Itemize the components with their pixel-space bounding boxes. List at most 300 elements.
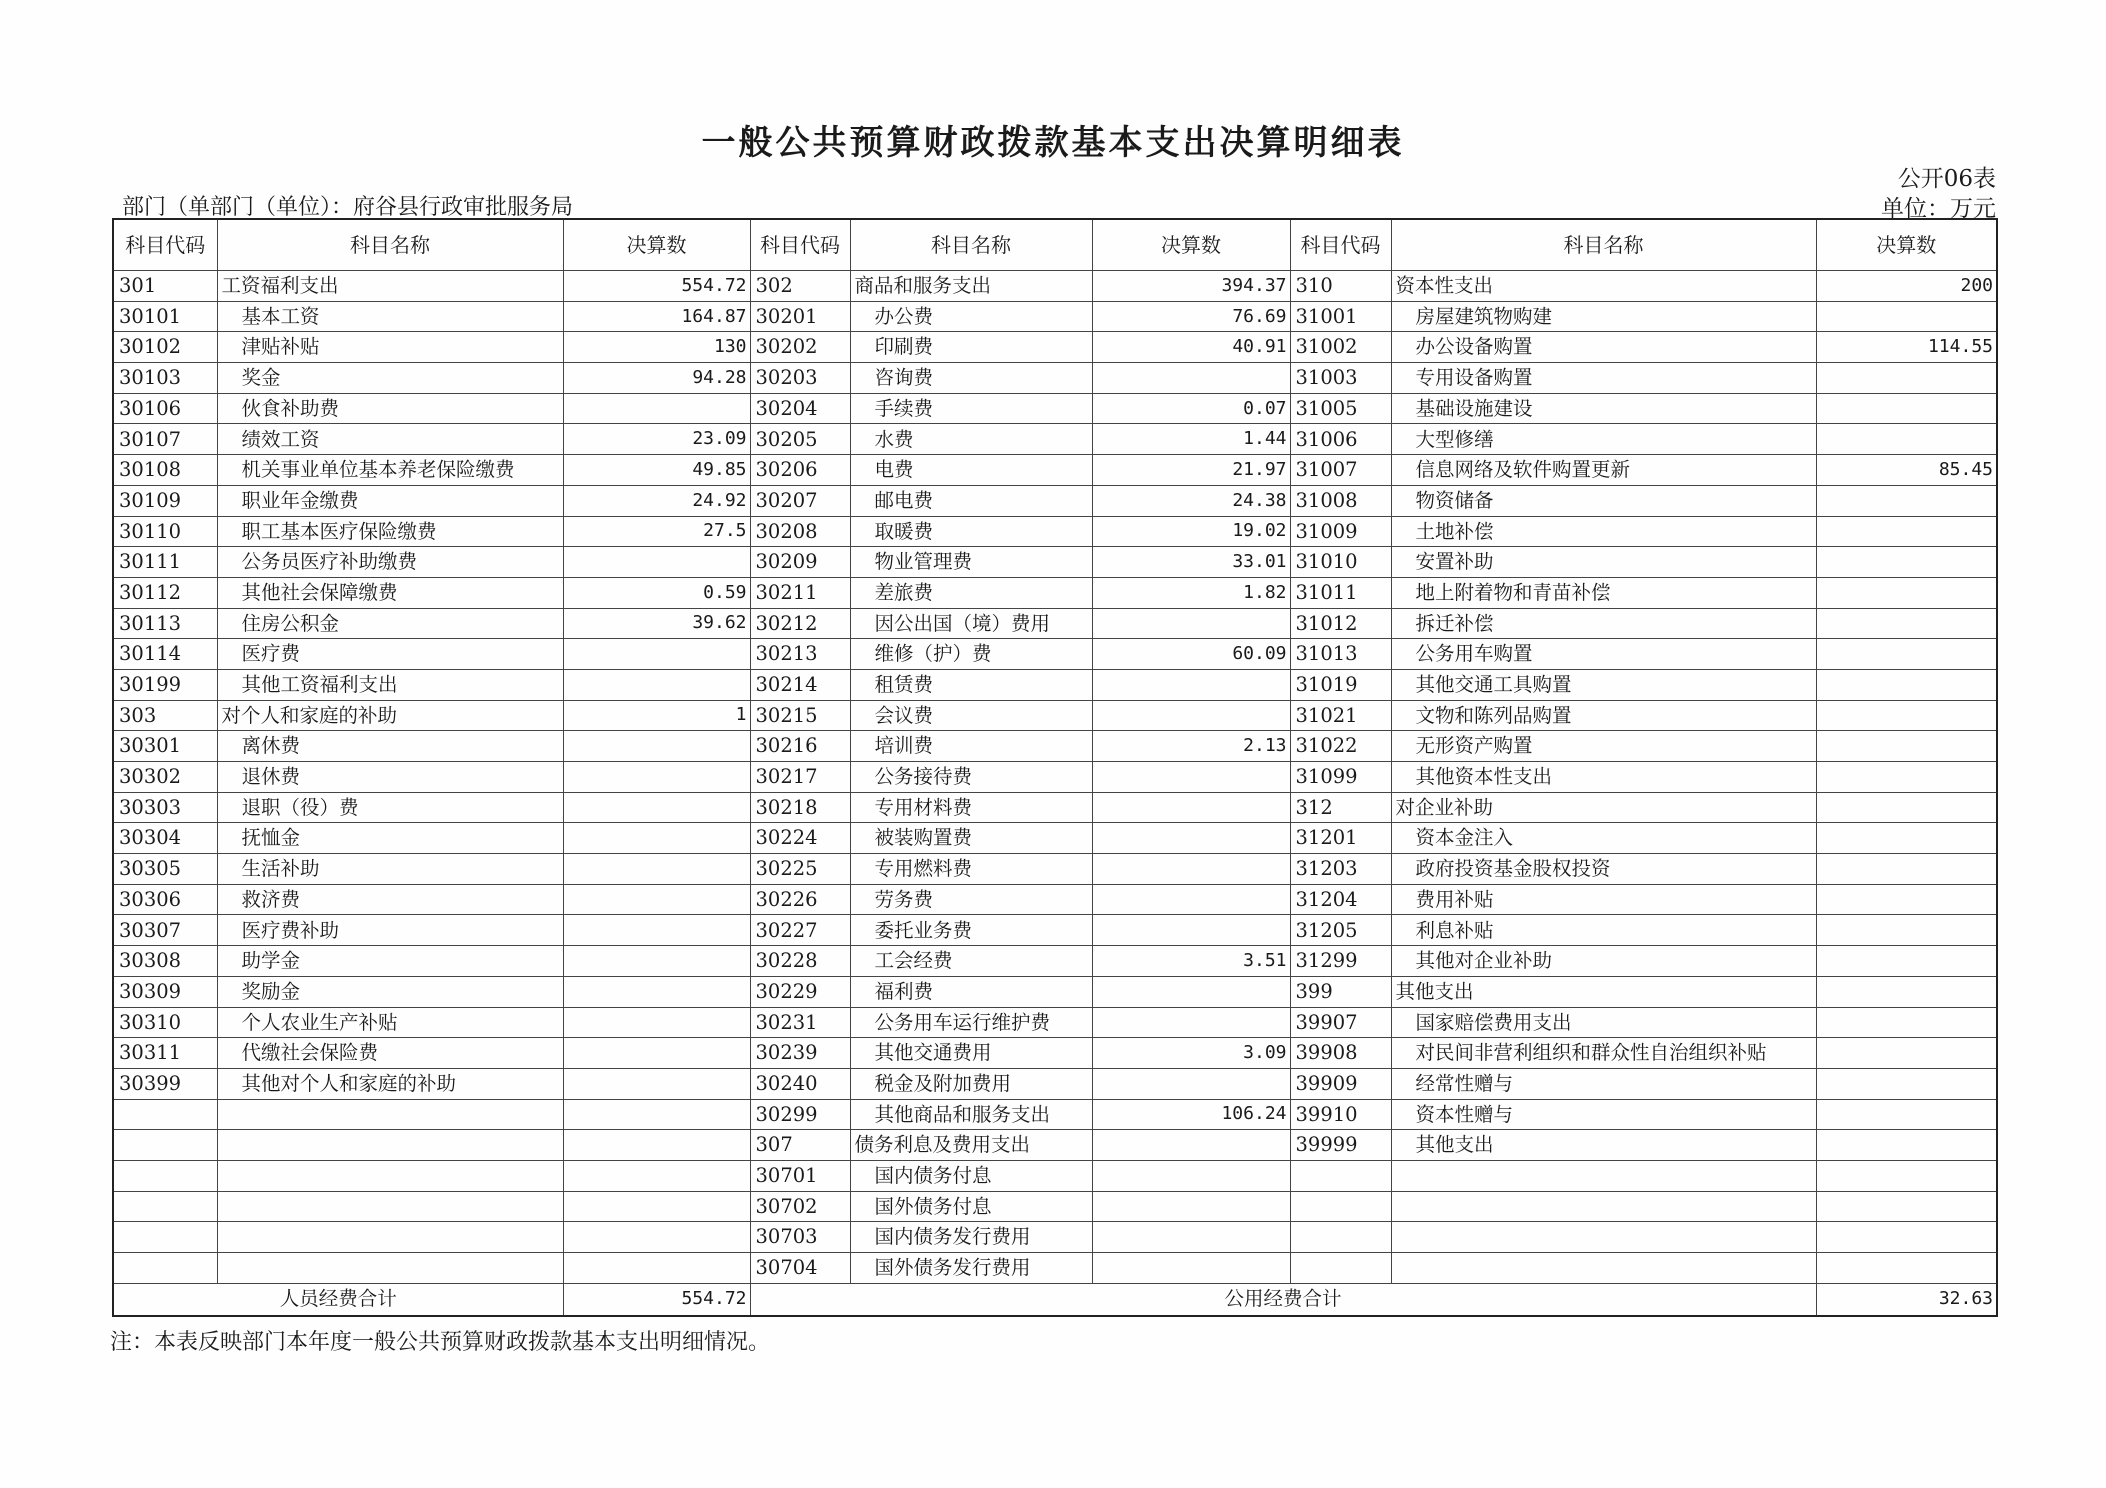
table-row bbox=[113, 731, 1997, 762]
table-row bbox=[113, 1038, 1997, 1069]
amount-cell: 114.55 bbox=[1816, 332, 1997, 363]
subject-name-cell: 专用材料费 bbox=[850, 792, 1092, 823]
table-row bbox=[113, 547, 1997, 578]
subject-name-cell: 维修（护）费 bbox=[850, 639, 1092, 670]
subject-name-cell: 退休费 bbox=[217, 762, 563, 793]
amount-cell: 76.69 bbox=[1092, 301, 1290, 332]
subject-name-cell bbox=[1391, 1160, 1816, 1191]
subject-name-cell: 委托业务费 bbox=[850, 915, 1092, 946]
table-row bbox=[113, 608, 1997, 639]
amount-cell bbox=[563, 884, 750, 915]
subject-code-cell: 30211 bbox=[750, 577, 850, 608]
subject-code-cell: 30228 bbox=[750, 946, 850, 977]
table-row bbox=[113, 485, 1997, 516]
amount-cell bbox=[1816, 1007, 1997, 1038]
amount-cell: 1.44 bbox=[1092, 424, 1290, 455]
subject-name-cell: 物资储备 bbox=[1391, 485, 1816, 516]
subject-name-cell: 代缴社会保险费 bbox=[217, 1038, 563, 1069]
amount-cell: 27.5 bbox=[563, 516, 750, 547]
amount-cell bbox=[1092, 1253, 1290, 1284]
footnote: 注：本表反映部门本年度一般公共预算财政拨款基本支出明细情况。 bbox=[110, 1330, 771, 1355]
subject-code-cell: 39910 bbox=[1290, 1099, 1391, 1130]
subject-code-cell: 30224 bbox=[750, 823, 850, 854]
subject-name-cell: 办公设备购置 bbox=[1391, 332, 1816, 363]
subject-code-cell: 30216 bbox=[750, 731, 850, 762]
subject-code-cell: 30215 bbox=[750, 700, 850, 731]
subject-code-cell: 30114 bbox=[113, 639, 217, 670]
amount-cell bbox=[1816, 884, 1997, 915]
amount-cell: 24.92 bbox=[563, 485, 750, 516]
subject-code-cell: 31204 bbox=[1290, 884, 1391, 915]
subject-code-cell: 302 bbox=[750, 271, 850, 302]
column-header: 科目代码 bbox=[750, 219, 850, 271]
amount-cell bbox=[563, 1130, 750, 1161]
amount-cell bbox=[1092, 1160, 1290, 1191]
amount-cell bbox=[563, 731, 750, 762]
subject-name-cell: 国内债务发行费用 bbox=[850, 1222, 1092, 1253]
subject-name-cell: 培训费 bbox=[850, 731, 1092, 762]
subject-name-cell: 离休费 bbox=[217, 731, 563, 762]
subject-name-cell: 伙食补助费 bbox=[217, 393, 563, 424]
subject-name-cell: 被装购置费 bbox=[850, 823, 1092, 854]
amount-cell bbox=[563, 854, 750, 885]
totals-row bbox=[113, 1283, 1997, 1316]
subject-name-cell: 对个人和家庭的补助 bbox=[217, 700, 563, 731]
subject-name-cell: 专用设备购置 bbox=[1391, 363, 1816, 394]
subject-name-cell bbox=[1391, 1253, 1816, 1284]
table-row bbox=[113, 792, 1997, 823]
amount-cell: 554.72 bbox=[563, 271, 750, 302]
subject-code-cell: 31201 bbox=[1290, 823, 1391, 854]
amount-cell bbox=[1816, 731, 1997, 762]
amount-cell bbox=[1816, 485, 1997, 516]
subject-name-cell: 资本金注入 bbox=[1391, 823, 1816, 854]
subject-code-cell: 30110 bbox=[113, 516, 217, 547]
subject-code-cell: 30203 bbox=[750, 363, 850, 394]
subject-code-cell: 31021 bbox=[1290, 700, 1391, 731]
subject-code-cell: 31007 bbox=[1290, 455, 1391, 486]
subject-code-cell bbox=[113, 1253, 217, 1284]
subject-code-cell: 30307 bbox=[113, 915, 217, 946]
subject-name-cell: 其他对企业补助 bbox=[1391, 946, 1816, 977]
amount-cell: 3.51 bbox=[1092, 946, 1290, 977]
subject-name-cell: 物业管理费 bbox=[850, 547, 1092, 578]
subject-code-cell: 30225 bbox=[750, 854, 850, 885]
subject-code-cell: 30240 bbox=[750, 1068, 850, 1099]
subject-name-cell: 安置补助 bbox=[1391, 547, 1816, 578]
subject-code-cell: 30218 bbox=[750, 792, 850, 823]
subject-code-cell: 31019 bbox=[1290, 669, 1391, 700]
subject-code-cell: 30107 bbox=[113, 424, 217, 455]
subject-code-cell: 303 bbox=[113, 700, 217, 731]
subject-name-cell: 税金及附加费用 bbox=[850, 1068, 1092, 1099]
subject-code-cell: 30701 bbox=[750, 1160, 850, 1191]
subject-code-cell: 30112 bbox=[113, 577, 217, 608]
table-row bbox=[113, 1191, 1997, 1222]
subject-code-cell: 30101 bbox=[113, 301, 217, 332]
subject-code-cell: 30213 bbox=[750, 639, 850, 670]
subject-name-cell: 公务用车运行维护费 bbox=[850, 1007, 1092, 1038]
table-row bbox=[113, 1253, 1997, 1284]
subject-code-cell: 39908 bbox=[1290, 1038, 1391, 1069]
subject-code-cell: 30212 bbox=[750, 608, 850, 639]
subject-name-cell bbox=[1391, 1191, 1816, 1222]
amount-cell: 130 bbox=[563, 332, 750, 363]
column-header: 决算数 bbox=[1092, 219, 1290, 271]
subject-code-cell bbox=[1290, 1160, 1391, 1191]
subject-name-cell: 租赁费 bbox=[850, 669, 1092, 700]
amount-cell bbox=[1816, 976, 1997, 1007]
subject-name-cell bbox=[217, 1130, 563, 1161]
subject-code-cell: 301 bbox=[113, 271, 217, 302]
subject-code-cell: 30108 bbox=[113, 455, 217, 486]
amount-cell bbox=[563, 1068, 750, 1099]
amount-cell bbox=[1816, 854, 1997, 885]
table-row bbox=[113, 455, 1997, 486]
column-header: 决算数 bbox=[563, 219, 750, 271]
amount-cell bbox=[1816, 1222, 1997, 1253]
table-row bbox=[113, 393, 1997, 424]
subject-code-cell: 31299 bbox=[1290, 946, 1391, 977]
subject-code-cell: 30204 bbox=[750, 393, 850, 424]
amount-cell: 106.24 bbox=[1092, 1099, 1290, 1130]
amount-cell bbox=[1816, 1038, 1997, 1069]
subject-code-cell: 31099 bbox=[1290, 762, 1391, 793]
subject-name-cell: 利息补贴 bbox=[1391, 915, 1816, 946]
subject-name-cell bbox=[217, 1099, 563, 1130]
subject-name-cell: 国内债务付息 bbox=[850, 1160, 1092, 1191]
table-row bbox=[113, 823, 1997, 854]
subject-name-cell: 信息网络及软件购置更新 bbox=[1391, 455, 1816, 486]
subject-code-cell bbox=[1290, 1253, 1391, 1284]
subject-name-cell: 水费 bbox=[850, 424, 1092, 455]
subject-name-cell: 手续费 bbox=[850, 393, 1092, 424]
amount-cell bbox=[1816, 669, 1997, 700]
amount-cell bbox=[1092, 1130, 1290, 1161]
amount-cell bbox=[563, 393, 750, 424]
column-header: 科目名称 bbox=[217, 219, 563, 271]
amount-cell bbox=[1816, 547, 1997, 578]
table-row bbox=[113, 1130, 1997, 1161]
amount-cell bbox=[1816, 1130, 1997, 1161]
subject-name-cell bbox=[217, 1160, 563, 1191]
amount-cell bbox=[1816, 1191, 1997, 1222]
subject-code-cell: 30102 bbox=[113, 332, 217, 363]
subject-name-cell: 其他社会保障缴费 bbox=[217, 577, 563, 608]
amount-cell bbox=[563, 792, 750, 823]
subject-code-cell: 30399 bbox=[113, 1068, 217, 1099]
subject-code-cell: 30703 bbox=[750, 1222, 850, 1253]
amount-cell bbox=[1092, 854, 1290, 885]
amount-cell bbox=[1816, 823, 1997, 854]
subject-name-cell: 个人农业生产补贴 bbox=[217, 1007, 563, 1038]
subject-name-cell: 大型修缮 bbox=[1391, 424, 1816, 455]
subject-name-cell bbox=[217, 1191, 563, 1222]
table-row bbox=[113, 301, 1997, 332]
amount-cell: 2.13 bbox=[1092, 731, 1290, 762]
table-row bbox=[113, 516, 1997, 547]
table-row bbox=[113, 424, 1997, 455]
table-row bbox=[113, 976, 1997, 1007]
subject-name-cell: 奖金 bbox=[217, 363, 563, 394]
subject-name-cell: 房屋建筑物购建 bbox=[1391, 301, 1816, 332]
subject-name-cell bbox=[1391, 1222, 1816, 1253]
subject-name-cell: 基础设施建设 bbox=[1391, 393, 1816, 424]
subject-name-cell: 资本性支出 bbox=[1391, 271, 1816, 302]
subject-code-cell: 30111 bbox=[113, 547, 217, 578]
amount-cell bbox=[563, 915, 750, 946]
unit-label: 单位：万元 bbox=[1881, 196, 1996, 222]
subject-name-cell: 职业年金缴费 bbox=[217, 485, 563, 516]
subject-name-cell: 其他交通费用 bbox=[850, 1038, 1092, 1069]
subject-name-cell: 国外债务付息 bbox=[850, 1191, 1092, 1222]
amount-cell: 40.91 bbox=[1092, 332, 1290, 363]
amount-cell bbox=[563, 547, 750, 578]
subject-code-cell: 30306 bbox=[113, 884, 217, 915]
subject-name-cell: 公务员医疗补助缴费 bbox=[217, 547, 563, 578]
amount-cell bbox=[563, 639, 750, 670]
subject-name-cell bbox=[217, 1253, 563, 1284]
subject-code-cell: 31022 bbox=[1290, 731, 1391, 762]
amount-cell bbox=[1816, 1099, 1997, 1130]
page-title: 一般公共预算财政拨款基本支出决算明细表 bbox=[701, 123, 1405, 163]
subject-code-cell bbox=[1290, 1222, 1391, 1253]
subject-code-cell: 30208 bbox=[750, 516, 850, 547]
subject-code-cell: 30214 bbox=[750, 669, 850, 700]
subject-code-cell: 31203 bbox=[1290, 854, 1391, 885]
table-row bbox=[113, 1222, 1997, 1253]
subject-code-cell: 30704 bbox=[750, 1253, 850, 1284]
subject-name-cell: 地上附着物和青苗补偿 bbox=[1391, 577, 1816, 608]
subject-code-cell: 30205 bbox=[750, 424, 850, 455]
budget-table bbox=[112, 218, 1998, 1317]
amount-cell bbox=[1816, 792, 1997, 823]
subject-name-cell: 其他资本性支出 bbox=[1391, 762, 1816, 793]
subject-code-cell: 30305 bbox=[113, 854, 217, 885]
subject-name-cell: 奖励金 bbox=[217, 976, 563, 1007]
subject-code-cell: 30201 bbox=[750, 301, 850, 332]
amount-cell bbox=[1092, 1007, 1290, 1038]
amount-cell bbox=[1092, 762, 1290, 793]
table-row bbox=[113, 363, 1997, 394]
subject-name-cell: 电费 bbox=[850, 455, 1092, 486]
subject-code-cell: 31002 bbox=[1290, 332, 1391, 363]
amount-cell: 19.02 bbox=[1092, 516, 1290, 547]
subject-name-cell: 福利费 bbox=[850, 976, 1092, 1007]
table-row bbox=[113, 762, 1997, 793]
amount-cell bbox=[563, 823, 750, 854]
subject-code-cell: 30303 bbox=[113, 792, 217, 823]
subject-code-cell bbox=[1290, 1191, 1391, 1222]
column-header: 科目名称 bbox=[1391, 219, 1816, 271]
amount-cell bbox=[1092, 823, 1290, 854]
amount-cell: 23.09 bbox=[563, 424, 750, 455]
subject-code-cell: 30199 bbox=[113, 669, 217, 700]
column-header: 科目代码 bbox=[113, 219, 217, 271]
subject-code-cell: 39909 bbox=[1290, 1068, 1391, 1099]
amount-cell bbox=[1092, 792, 1290, 823]
subject-code-cell: 312 bbox=[1290, 792, 1391, 823]
subject-code-cell: 30229 bbox=[750, 976, 850, 1007]
subject-name-cell: 劳务费 bbox=[850, 884, 1092, 915]
subject-name-cell: 其他商品和服务支出 bbox=[850, 1099, 1092, 1130]
subject-name-cell: 工资福利支出 bbox=[217, 271, 563, 302]
subject-name-cell: 其他支出 bbox=[1391, 1130, 1816, 1161]
amount-cell: 94.28 bbox=[563, 363, 750, 394]
subject-name-cell: 对民间非营利组织和群众性自治组织补贴 bbox=[1391, 1038, 1816, 1069]
amount-cell: 60.09 bbox=[1092, 639, 1290, 670]
subject-code-cell: 30304 bbox=[113, 823, 217, 854]
subject-code-cell: 30311 bbox=[113, 1038, 217, 1069]
subject-code-cell: 30301 bbox=[113, 731, 217, 762]
subject-name-cell: 公务用车购置 bbox=[1391, 639, 1816, 670]
subject-name-cell: 印刷费 bbox=[850, 332, 1092, 363]
subject-name-cell: 国家赔偿费用支出 bbox=[1391, 1007, 1816, 1038]
amount-cell bbox=[1816, 424, 1997, 455]
amount-cell bbox=[1092, 1068, 1290, 1099]
subject-code-cell bbox=[113, 1130, 217, 1161]
subject-name-cell: 文物和陈列品购置 bbox=[1391, 700, 1816, 731]
personnel-total-amount: 554.72 bbox=[563, 1283, 750, 1316]
column-header: 科目代码 bbox=[1290, 219, 1391, 271]
subject-name-cell: 工会经费 bbox=[850, 946, 1092, 977]
subject-code-cell: 30206 bbox=[750, 455, 850, 486]
amount-cell bbox=[1816, 946, 1997, 977]
amount-cell: 1.82 bbox=[1092, 577, 1290, 608]
amount-cell: 0.59 bbox=[563, 577, 750, 608]
subject-code-cell: 31005 bbox=[1290, 393, 1391, 424]
subject-code-cell: 31003 bbox=[1290, 363, 1391, 394]
subject-code-cell: 30702 bbox=[750, 1191, 850, 1222]
subject-name-cell: 医疗费 bbox=[217, 639, 563, 670]
amount-cell: 85.45 bbox=[1816, 455, 1997, 486]
subject-name-cell: 抚恤金 bbox=[217, 823, 563, 854]
subject-code-cell: 30299 bbox=[750, 1099, 850, 1130]
amount-cell bbox=[1816, 363, 1997, 394]
amount-cell bbox=[1816, 639, 1997, 670]
table-row bbox=[113, 1068, 1997, 1099]
subject-code-cell: 31001 bbox=[1290, 301, 1391, 332]
subject-name-cell: 商品和服务支出 bbox=[850, 271, 1092, 302]
amount-cell bbox=[563, 1099, 750, 1130]
amount-cell: 49.85 bbox=[563, 455, 750, 486]
amount-cell bbox=[563, 762, 750, 793]
amount-cell bbox=[1092, 363, 1290, 394]
subject-code-cell: 399 bbox=[1290, 976, 1391, 1007]
amount-cell bbox=[1816, 762, 1997, 793]
table-row bbox=[113, 854, 1997, 885]
table-row bbox=[113, 1099, 1997, 1130]
amount-cell bbox=[1816, 608, 1997, 639]
amount-cell bbox=[1816, 700, 1997, 731]
subject-code-cell: 30202 bbox=[750, 332, 850, 363]
subject-name-cell: 其他支出 bbox=[1391, 976, 1816, 1007]
subject-name-cell: 资本性赠与 bbox=[1391, 1099, 1816, 1130]
amount-cell bbox=[1092, 608, 1290, 639]
subject-code-cell: 39907 bbox=[1290, 1007, 1391, 1038]
amount-cell: 164.87 bbox=[563, 301, 750, 332]
subject-code-cell bbox=[113, 1222, 217, 1253]
table-row bbox=[113, 332, 1997, 363]
amount-cell bbox=[1092, 1222, 1290, 1253]
amount-cell bbox=[1092, 884, 1290, 915]
amount-cell: 200 bbox=[1816, 271, 1997, 302]
subject-code-cell: 30226 bbox=[750, 884, 850, 915]
amount-cell bbox=[563, 669, 750, 700]
subject-name-cell: 专用燃料费 bbox=[850, 854, 1092, 885]
amount-cell bbox=[563, 1222, 750, 1253]
subject-code-cell: 30227 bbox=[750, 915, 850, 946]
amount-cell: 394.37 bbox=[1092, 271, 1290, 302]
table-row bbox=[113, 577, 1997, 608]
subject-code-cell: 30209 bbox=[750, 547, 850, 578]
amount-cell bbox=[1816, 1068, 1997, 1099]
table-row bbox=[113, 884, 1997, 915]
amount-cell bbox=[1816, 1253, 1997, 1284]
subject-name-cell: 公务接待费 bbox=[850, 762, 1092, 793]
subject-code-cell: 31008 bbox=[1290, 485, 1391, 516]
subject-name-cell: 办公费 bbox=[850, 301, 1092, 332]
subject-name-cell: 生活补助 bbox=[217, 854, 563, 885]
subject-code-cell: 30217 bbox=[750, 762, 850, 793]
subject-name-cell: 其他工资福利支出 bbox=[217, 669, 563, 700]
subject-code-cell bbox=[113, 1099, 217, 1130]
subject-code-cell: 30310 bbox=[113, 1007, 217, 1038]
subject-name-cell: 退职（役）费 bbox=[217, 792, 563, 823]
subject-name-cell: 其他交通工具购置 bbox=[1391, 669, 1816, 700]
subject-code-cell: 30109 bbox=[113, 485, 217, 516]
subject-code-cell: 30308 bbox=[113, 946, 217, 977]
subject-name-cell: 经常性赠与 bbox=[1391, 1068, 1816, 1099]
subject-name-cell: 费用补贴 bbox=[1391, 884, 1816, 915]
subject-name-cell bbox=[217, 1222, 563, 1253]
subject-name-cell: 绩效工资 bbox=[217, 424, 563, 455]
subject-name-cell: 会议费 bbox=[850, 700, 1092, 731]
public-total-label: 公用经费合计 bbox=[750, 1283, 1816, 1316]
amount-cell: 3.09 bbox=[1092, 1038, 1290, 1069]
amount-cell bbox=[563, 976, 750, 1007]
subject-code-cell: 30106 bbox=[113, 393, 217, 424]
amount-cell bbox=[1092, 700, 1290, 731]
subject-name-cell: 国外债务发行费用 bbox=[850, 1253, 1092, 1284]
subject-code-cell bbox=[113, 1160, 217, 1191]
table-row bbox=[113, 1007, 1997, 1038]
subject-name-cell: 无形资产购置 bbox=[1391, 731, 1816, 762]
department-label: 部门（单部门（单位）：府谷县行政审批服务局 bbox=[122, 195, 574, 220]
amount-cell bbox=[1816, 915, 1997, 946]
subject-code-cell: 31010 bbox=[1290, 547, 1391, 578]
subject-code-cell: 30207 bbox=[750, 485, 850, 516]
subject-name-cell: 土地补偿 bbox=[1391, 516, 1816, 547]
amount-cell: 33.01 bbox=[1092, 547, 1290, 578]
subject-name-cell: 政府投资基金股权投资 bbox=[1391, 854, 1816, 885]
subject-code-cell: 30231 bbox=[750, 1007, 850, 1038]
table-row bbox=[113, 1160, 1997, 1191]
subject-name-cell: 津贴补贴 bbox=[217, 332, 563, 363]
subject-name-cell: 取暖费 bbox=[850, 516, 1092, 547]
amount-cell bbox=[563, 946, 750, 977]
amount-cell: 1 bbox=[563, 700, 750, 731]
amount-cell: 39.62 bbox=[563, 608, 750, 639]
personnel-total-label: 人员经费合计 bbox=[113, 1283, 563, 1316]
subject-code-cell: 30239 bbox=[750, 1038, 850, 1069]
amount-cell bbox=[563, 1038, 750, 1069]
subject-code-cell: 30302 bbox=[113, 762, 217, 793]
subject-name-cell: 职工基本医疗保险缴费 bbox=[217, 516, 563, 547]
subject-name-cell: 救济费 bbox=[217, 884, 563, 915]
header-row bbox=[113, 219, 1997, 271]
subject-name-cell: 邮电费 bbox=[850, 485, 1092, 516]
